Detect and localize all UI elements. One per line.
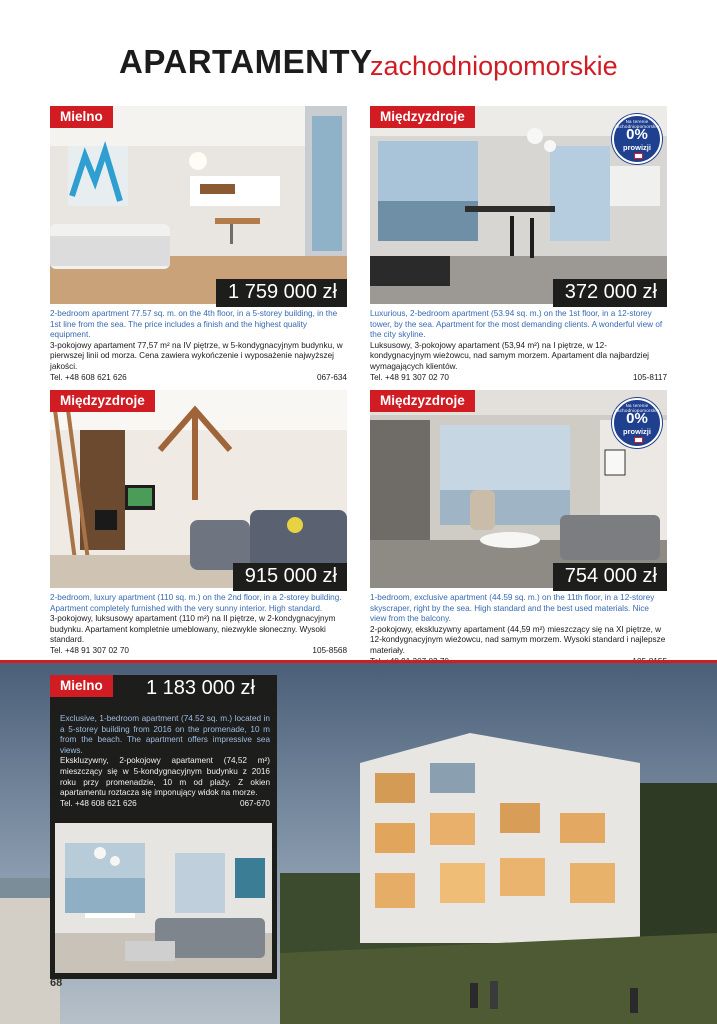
listing-description: [50, 593, 347, 657]
commission-badge: [612, 114, 662, 164]
badge-ring-text: Na terenie zachodniopomorskie: [614, 403, 660, 413]
badge-percent: 0%: [626, 410, 648, 427]
featured-interior-photo: [55, 823, 272, 973]
listing-photo: [50, 106, 347, 304]
price-tag: 915 000 zł: [233, 563, 347, 591]
phone-number[interactable]: Tel. +48 91 307 02 70: [370, 372, 449, 382]
contact-row: [50, 646, 347, 657]
description-en: Exclusive, 1-bedroom apartment (74.52 sq. m.) located in a 5-storey building from 2016 on the promenade, 10 m from the beach. The apartment offers impressive sea views.: [60, 714, 270, 755]
listing-description: [370, 309, 667, 383]
description-pl: Ekskluzywny, 2-pokojowy apartament (74,52 m²) mieszczący się w 5-kondygnacyjnym budynku z 2016 roku przy promenadzie, 10 m od plaży. Z okien apartamentu roztacza się imponujący widok na morze.: [60, 756, 270, 798]
price-tag: 372 000 zł: [553, 279, 667, 307]
price-tag: 754 000 zł: [553, 563, 667, 591]
page-header: [0, 40, 717, 90]
page-title: APARTAMENTY: [119, 43, 373, 80]
listing-photo: [50, 390, 347, 588]
description-en: 1-bedroom, exclusive apartment (44.59 sq. m.) on the 11th floor, in a 12-storey skyscraper, right by the sea. High standard and the best used materials. Nice view from the balcony.: [370, 593, 655, 624]
location-tag: Międzyzdroje: [370, 390, 475, 412]
badge-ring-text: Na terenie zachodniopomorskie: [614, 119, 660, 129]
description-pl: 2-pokojowy, ekskluzywny apartament (44,59 m²) mieszczący się na XI piętrze, w 12-kondygnacyjnym wieżowcu, nad samym morzem. Wysoki standard i najlepsze materiały.: [370, 624, 666, 655]
location-tag: Mielno: [50, 675, 113, 697]
location-tag: Międzyzdroje: [370, 106, 475, 128]
page-subtitle: zachodniopomorskie: [370, 51, 618, 81]
reference-number: 067-634: [316, 372, 347, 382]
location-tag: Mielno: [50, 106, 113, 128]
description-en: 2-bedroom, luxury apartment (110 sq. m.) on the 2nd floor, in a 2-storey building. Apartment completely furnished with the very sunny interior. High standard.: [50, 593, 342, 613]
flag-icon: [634, 437, 643, 443]
price-tag: 1 759 000 zł: [216, 279, 347, 307]
description-pl: 3-pokojowy apartament 77,57 m² na IV piętrze, w 5-kondygnacyjnym budynku, w pierwszej linii od morza. Cena zawiera wykończenie i wyposażenie najwyższej jakości.: [50, 340, 343, 371]
badge-word: prowizji: [623, 143, 651, 152]
description-pl: 3-pokojowy, luksusowy apartament (110 m²) na II piętrze, w 2-kondygnacyjnym budynku. Apartament kompletnie umeblowany, niezwykle słoneczny. Wysoki standard.: [50, 614, 336, 645]
badge-percent: 0%: [626, 126, 648, 143]
badge-word: prowizji: [623, 427, 651, 436]
featured-listing-card[interactable]: [50, 675, 277, 979]
listing-description: [370, 593, 667, 667]
phone-number[interactable]: Tel. +48 91 307 02 70: [50, 645, 129, 655]
contact-row: [50, 373, 347, 384]
contact-row: [60, 799, 270, 810]
reference-number: 105-8568: [312, 645, 347, 655]
listing-description: [60, 714, 270, 809]
phone-number[interactable]: Tel. +48 608 621 626: [60, 798, 137, 808]
contact-row: [370, 373, 667, 384]
flag-icon: [634, 153, 643, 159]
price-tag: 1 183 000 zł: [146, 677, 255, 699]
description-en: Luxurious, 2-bedroom apartment (53.94 sq. m.) on the 1st floor, in a 12-storey tower, by the sea. Apartment for the most demanding clients. A wonderful view of the city skyline.: [370, 309, 663, 340]
phone-number[interactable]: Tel. +48 608 621 626: [50, 372, 127, 382]
listing-description: [50, 309, 347, 383]
page-number: 68: [50, 977, 63, 989]
reference-number: 067-670: [239, 798, 270, 808]
location-tag: Międzyzdroje: [50, 390, 155, 412]
description-en: 2-bedroom apartment 77.57 sq. m. on the 4th floor, in a 5-storey building, in the 1st line from the sea. The price includes a finish and the highest quality equipment.: [50, 309, 338, 340]
commission-badge: [612, 398, 662, 448]
description-pl: Luksusowy, 3-pokojowy apartament (53,94 m²) na I piętrze, w 12-kondygnacyjnym wieżowcu, nad samym morzem. Apartament dla najbardziej wymagających klientów.: [370, 340, 649, 371]
reference-number: 105-8117: [633, 372, 667, 382]
